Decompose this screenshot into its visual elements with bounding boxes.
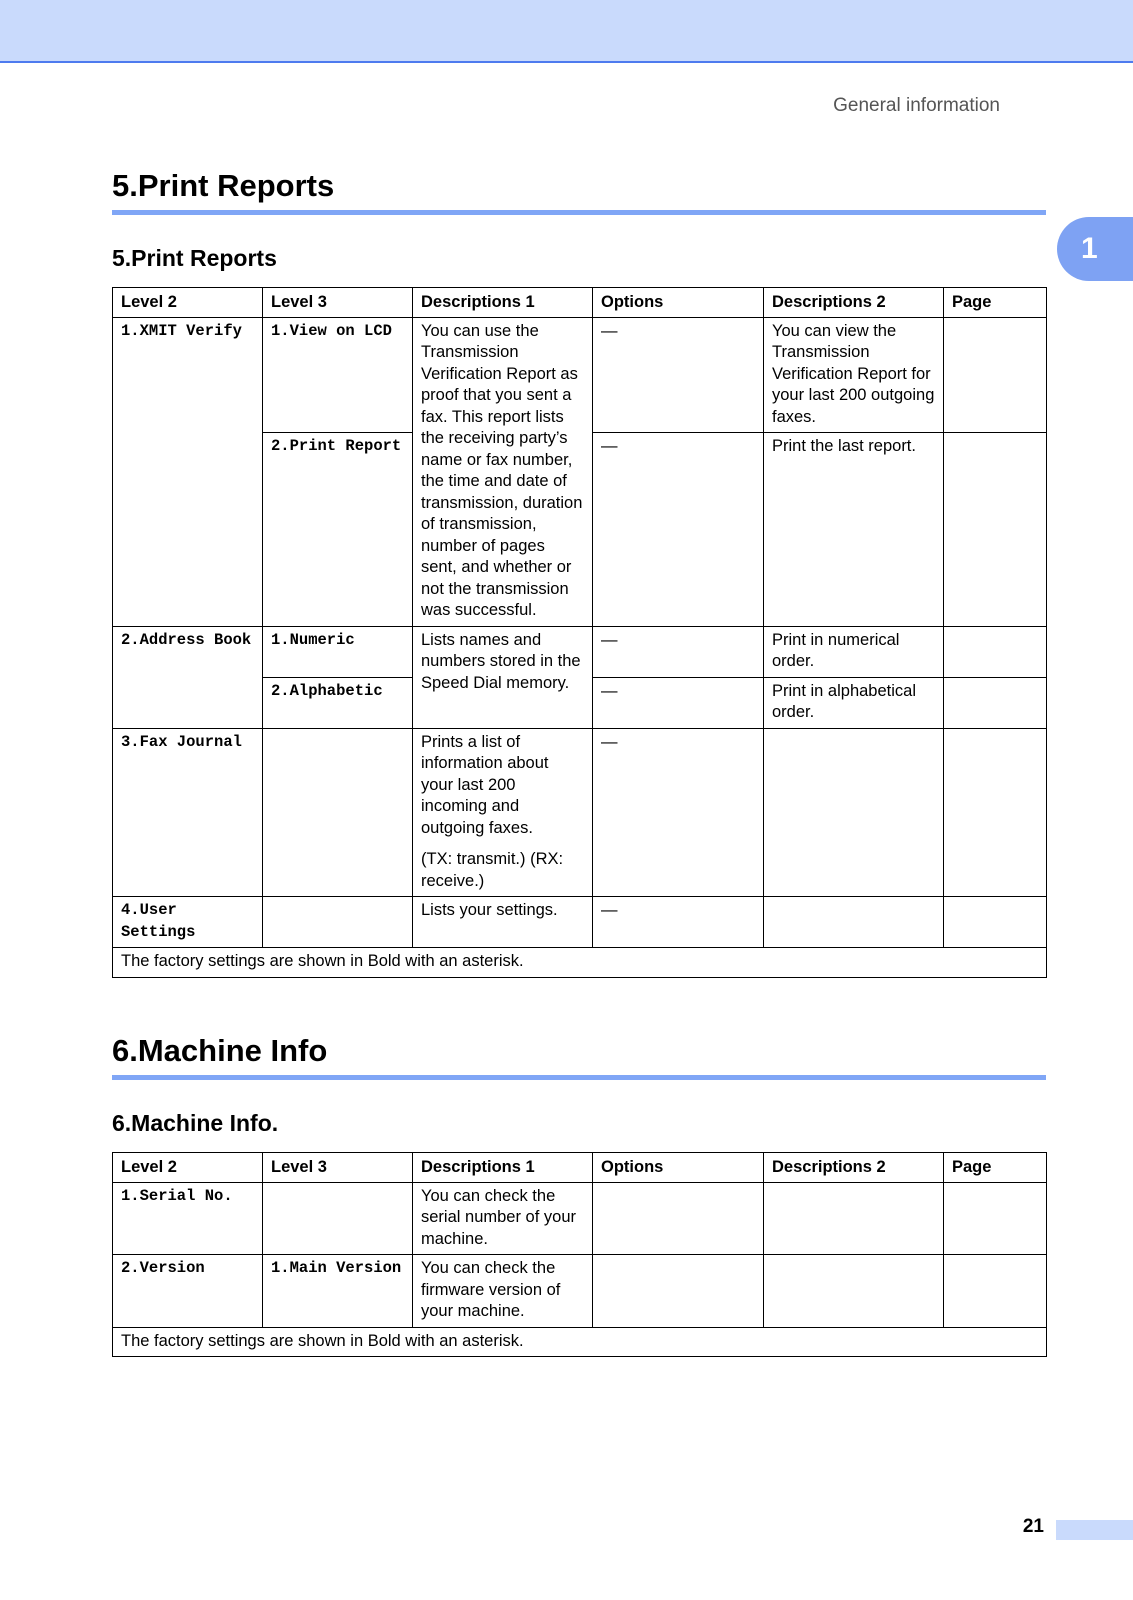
menu-level2: 4.User Settings [113, 897, 263, 948]
options-cell: — [593, 677, 764, 728]
menu-level2: 2.Version [113, 1255, 263, 1328]
machine-info-table [112, 1152, 1047, 1357]
description-1: You can use the Transmission Verification Report as proof that you sent a fax. This report lists the receiving party’s name or fax number, the time and date of transmission, duration of transmission, number of pages sent, and whether or not the transmission was successful. [413, 317, 593, 626]
column-header: Options [593, 288, 764, 318]
column-header: Descriptions 2 [764, 288, 944, 318]
section-5-rule [112, 210, 1046, 215]
print-reports-table [112, 287, 1047, 978]
header-band [0, 0, 1133, 63]
description-2 [764, 897, 944, 948]
footnote-row [113, 1327, 1047, 1357]
running-head: General information [833, 95, 1000, 116]
description-1 [413, 728, 593, 897]
table-row [113, 728, 1047, 897]
chapter-tab [1057, 217, 1133, 281]
table-row [113, 317, 1047, 433]
column-header: Descriptions 2 [764, 1153, 944, 1183]
menu-level3 [263, 897, 413, 948]
page-cell [944, 317, 1047, 433]
options-cell [593, 1255, 764, 1328]
options-cell: — [593, 317, 764, 433]
menu-level2: 1.XMIT Verify [113, 317, 263, 626]
description-2 [764, 728, 944, 897]
menu-level2: 3.Fax Journal [113, 728, 263, 897]
table-header-row [113, 1153, 1047, 1183]
table-header-row [113, 288, 1047, 318]
description-1: Lists names and numbers stored in the Speed Dial memory. [413, 626, 593, 728]
factory-settings-note: The factory settings are shown in Bold with an asterisk. [113, 948, 1047, 978]
section-6-rule [112, 1075, 1046, 1080]
page-number: 21 [1022, 1516, 1044, 1537]
footer-band [1056, 1520, 1133, 1540]
table-row [113, 1255, 1047, 1328]
options-cell: — [593, 433, 764, 627]
description-1: You can check the serial number of your machine. [413, 1182, 593, 1255]
menu-level2: 1.Serial No. [113, 1182, 263, 1255]
menu-level2: 2.Address Book [113, 626, 263, 728]
table-row [113, 626, 1047, 677]
description-1: Lists your settings. [413, 897, 593, 948]
menu-level3: 2.Print Report [263, 433, 413, 627]
column-header: Page [944, 1153, 1047, 1183]
column-header: Descriptions 1 [413, 288, 593, 318]
page-cell [944, 1182, 1047, 1255]
description-2 [764, 1182, 944, 1255]
menu-level3: 2.Alphabetic [263, 677, 413, 728]
menu-level3: 1.Main Version [263, 1255, 413, 1328]
menu-level3 [263, 1182, 413, 1255]
column-header: Level 3 [263, 288, 413, 318]
column-header: Page [944, 288, 1047, 318]
description-2: Print in alphabetical order. [764, 677, 944, 728]
column-header: Level 2 [113, 1153, 263, 1183]
options-cell: — [593, 626, 764, 677]
page-cell [944, 433, 1047, 627]
section-5-table-title: 5.Print Reports [112, 245, 277, 271]
menu-level3: 1.Numeric [263, 626, 413, 677]
table-row [113, 1182, 1047, 1255]
page-cell [944, 677, 1047, 728]
factory-settings-note: The factory settings are shown in Bold with an asterisk. [113, 1327, 1047, 1357]
options-cell [593, 1182, 764, 1255]
options-cell: — [593, 728, 764, 897]
description-2: You can view the Transmission Verification Report for your last 200 outgoing faxes. [764, 317, 944, 433]
footnote-row [113, 948, 1047, 978]
page-cell [944, 626, 1047, 677]
section-5-heading: 5.Print Reports [112, 168, 335, 203]
description-text: Prints a list of information about your last 200 incoming and outgoing faxes. [421, 732, 549, 837]
description-2: Print the last report. [764, 433, 944, 627]
column-header: Level 3 [263, 1153, 413, 1183]
menu-level3 [263, 728, 413, 897]
section-6-table-title: 6.Machine Info. [112, 1110, 279, 1136]
description-text: (TX: transmit.) (RX: receive.) [421, 850, 564, 890]
description-2 [764, 1255, 944, 1328]
description-2: Print in numerical order. [764, 626, 944, 677]
page-cell [944, 897, 1047, 948]
table-row [113, 897, 1047, 948]
section-6-heading: 6.Machine Info [112, 1033, 328, 1068]
page-cell [944, 728, 1047, 897]
column-header: Options [593, 1153, 764, 1183]
description-1: You can check the firmware version of your machine. [413, 1255, 593, 1328]
options-cell: — [593, 897, 764, 948]
column-header: Descriptions 1 [413, 1153, 593, 1183]
chapter-number: 1 [1081, 232, 1098, 265]
page-cell [944, 1255, 1047, 1328]
menu-level3: 1.View on LCD [263, 317, 413, 433]
column-header: Level 2 [113, 288, 263, 318]
